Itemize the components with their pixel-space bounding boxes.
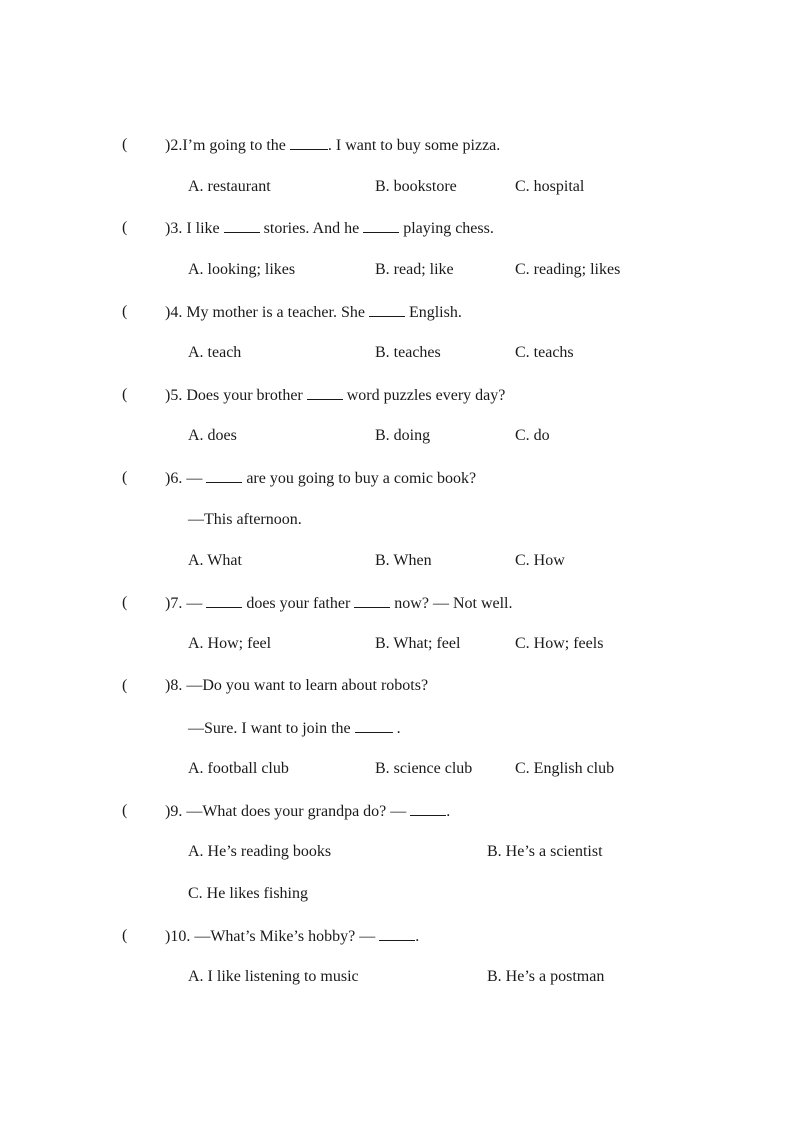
question-2: )2.I’m going to the . I want to buy some pizza. <box>165 137 501 154</box>
answer-bracket[interactable]: ( <box>122 469 128 486</box>
question-7: )7. — does your father now? — Not well. <box>165 595 513 612</box>
option-b: B. When <box>375 552 432 569</box>
answer-bracket[interactable]: ( <box>122 802 128 819</box>
answer-blank[interactable] <box>354 593 390 608</box>
question-5: )5. Does your brother word puzzles every day? <box>165 387 506 404</box>
answer-blank[interactable] <box>369 302 405 317</box>
answer-blank[interactable] <box>363 218 399 233</box>
option-a: A. restaurant <box>188 178 271 195</box>
option-c: C. How; feels <box>515 635 604 652</box>
answer-blank[interactable] <box>307 385 343 400</box>
answer-bracket[interactable]: ( <box>122 594 128 611</box>
answer-bracket[interactable]: ( <box>122 219 128 236</box>
answer-blank[interactable] <box>410 801 446 816</box>
option-b: B. He’s a postman <box>487 968 605 985</box>
answer-blank[interactable] <box>290 135 328 150</box>
dialogue-reply: —This afternoon. <box>188 511 302 528</box>
option-b: B. What; feel <box>375 635 461 652</box>
question-6: )6. — are you going to buy a comic book? <box>165 470 477 487</box>
option-a: A. does <box>188 427 237 444</box>
option-b: B. He’s a scientist <box>487 843 603 860</box>
answer-blank[interactable] <box>379 926 415 941</box>
question-8: )8. —Do you want to learn about robots? <box>165 677 429 694</box>
question-4: )4. My mother is a teacher. She English. <box>165 304 462 321</box>
option-b: B. science club <box>375 760 473 777</box>
option-b: B. doing <box>375 427 431 444</box>
option-a: A. I like listening to music <box>188 968 359 985</box>
question-9: )9. —What does your grandpa do? — . <box>165 803 451 820</box>
option-b: B. teaches <box>375 344 441 361</box>
answer-bracket[interactable]: ( <box>122 677 128 694</box>
option-c: C. hospital <box>515 178 585 195</box>
option-a: A. teach <box>188 344 242 361</box>
option-a: A. looking; likes <box>188 261 296 278</box>
option-c: C. do <box>515 427 550 444</box>
dialogue-reply: —Sure. I want to join the . <box>188 720 401 737</box>
option-c: C. teachs <box>515 344 574 361</box>
question-3: )3. I like stories. And he playing chess. <box>165 220 494 237</box>
option-c: C. English club <box>515 760 615 777</box>
option-a: A. How; feel <box>188 635 272 652</box>
answer-bracket[interactable]: ( <box>122 136 128 153</box>
option-c: C. How <box>515 552 565 569</box>
option-a: A. He’s reading books <box>188 843 332 860</box>
answer-bracket[interactable]: ( <box>122 927 128 944</box>
answer-blank[interactable] <box>355 718 393 733</box>
answer-bracket[interactable]: ( <box>122 303 128 320</box>
option-a: A. football club <box>188 760 289 777</box>
option-a: A. What <box>188 552 242 569</box>
answer-bracket[interactable]: ( <box>122 386 128 403</box>
answer-blank[interactable] <box>206 468 242 483</box>
question-10: )10. —What’s Mike’s hobby? — . <box>165 928 420 945</box>
option-c: C. reading; likes <box>515 261 621 278</box>
answer-blank[interactable] <box>224 218 260 233</box>
option-c: C. He likes fishing <box>188 885 308 902</box>
answer-blank[interactable] <box>206 593 242 608</box>
option-b: B. bookstore <box>375 178 457 195</box>
option-b: B. read; like <box>375 261 454 278</box>
